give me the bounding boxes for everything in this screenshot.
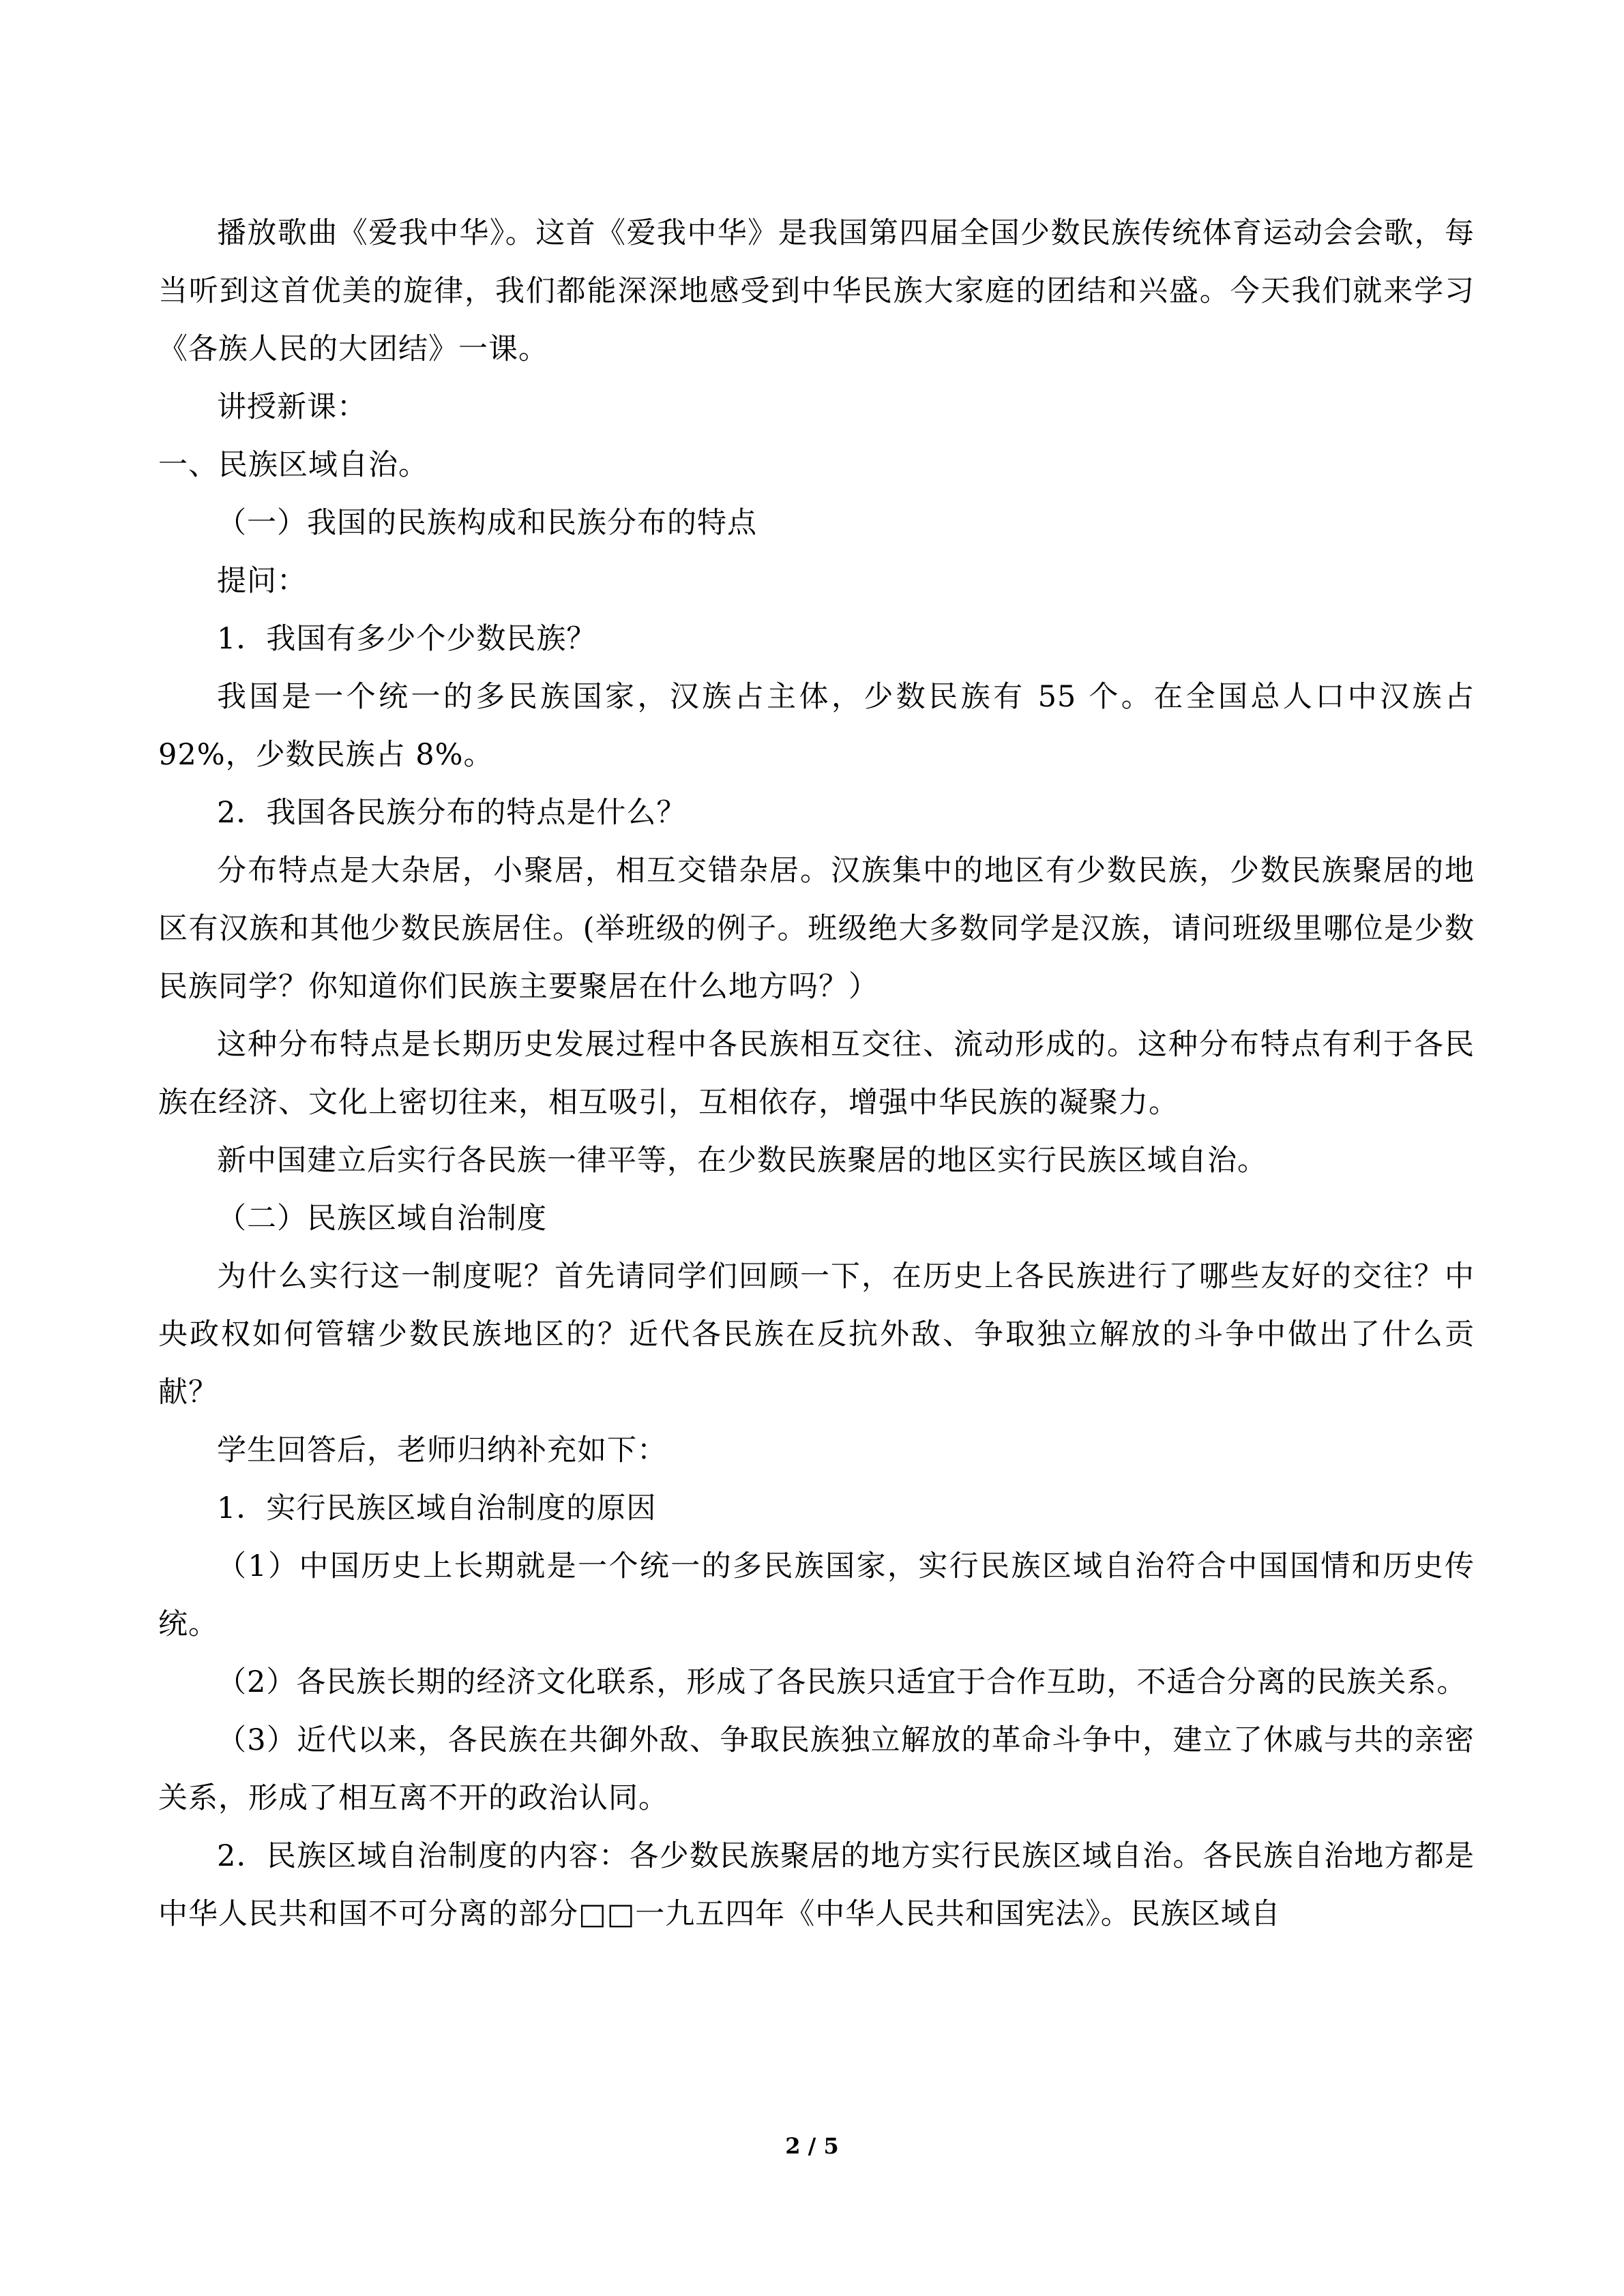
answer-1: 我国是一个统一的多民族国家，汉族占主体，少数民族有 55 个。在全国总人口中汉族占 92%，少数民族占 8%。 [158, 680, 1475, 772]
question-1: 1．我国有多少个少数民族？ [217, 622, 597, 656]
section-heading-1: 一、民族区域自治。 [158, 448, 428, 482]
paragraph-question-label: 提问： [217, 564, 307, 598]
subsection-heading-1: （一）我国的民族构成和民族分布的特点 [217, 506, 757, 540]
reason-2: （2）各民族长期的经济文化联系，形成了各民族只适宜于合作互助，不适合分离的民族关系。 [217, 1665, 1467, 1699]
paragraph-distribution: 这种分布特点是长期历史发展过程中各民族相互交往、流动形成的。这种分布特点有利于各民族在经济、文化上密切往来，相互吸引，互相依存，增强中华民族的凝聚力。 [158, 1028, 1475, 1120]
paragraph-summary: 学生回答后，老师归纳补充如下： [217, 1433, 667, 1467]
answer-2: 分布特点是大杂居，小聚居，相互交错杂居。汉族集中的地区有少数民族，少数民族聚居的地区有汉族和其他少数民族居住。(举班级的例子。班级绝大多数同学是汉族，请问班级里哪位是少数民族同学？你知道你们民族主要聚居在什么地方吗？） [158, 854, 1475, 1004]
paragraph-new-china: 新中国建立后实行各民族一律平等，在少数民族聚居的地区实行民族区域自治。 [217, 1144, 1267, 1178]
question-2: 2．我国各民族分布的特点是什么？ [217, 796, 687, 830]
page-number: 2 / 5 [785, 2133, 839, 2159]
content-heading: 2．民族区域自治制度的内容：各少数民族聚居的地方实行民族区域自治。各民族自治地方都是中华人民共和国不可分离的部分□□一九五四年《中华人民共和国宪法》。民族区域自 [158, 1839, 1475, 1931]
reason-heading: 1．实行民族区域自治制度的原因 [217, 1491, 657, 1525]
paragraph-intro: 播放歌曲《爱我中华》。这首《爱我中华》是我国第四届全国少数民族传统体育运动会会歌，每当听到这首优美的旋律，我们都能深深地感受到中华民族大家庭的团结和兴盛。今天我们就来学习《各族人民的大团结》一课。 [158, 216, 1475, 366]
reason-1: （1）中国历史上长期就是一个统一的多民族国家，实行民族区域自治符合中国国情和历史传统。 [158, 1549, 1475, 1641]
paragraph-why: 为什么实行这一制度呢？首先请同学们回顾一下，在历史上各民族进行了哪些友好的交往？中央政权如何管辖少数民族地区的？近代各民族在反抗外敌、争取独立解放的斗争中做出了什么贡献？ [158, 1259, 1475, 1410]
subsection-heading-2: （二）民族区域自治制度 [217, 1202, 547, 1236]
reason-3: （3）近代以来，各民族在共御外敌、争取民族独立解放的革命斗争中，建立了休戚与共的亲密关系，形成了相互离不开的政治认同。 [158, 1723, 1475, 1815]
paragraph-new-lesson: 讲授新课： [217, 390, 367, 424]
document-body [158, 205, 1475, 1943]
